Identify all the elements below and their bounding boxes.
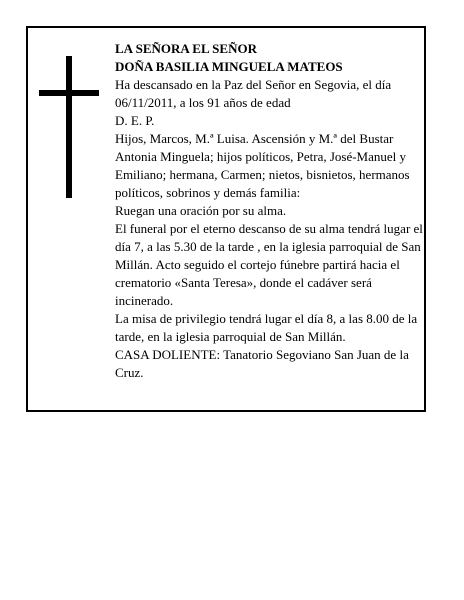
funeral-home: CASA DOLIENTE: Tanatorio Segoviano San Juan de la Cruz. [115,347,409,380]
mass-details: La misa de privilegio tendrá lugar el día 8, a las 8.00 de la tarde, en la iglesia parroquial de San Millán. [115,311,418,344]
dep-abbreviation: D. E. P. [115,113,155,128]
notice-heading-title: LA SEÑORA EL SEÑOR [115,41,257,56]
latin-cross-icon [39,56,99,198]
deceased-name: DOÑA BASILIA MINGUELA MATEOS [115,59,343,74]
obituary-notice [26,26,426,412]
notice-text [115,40,425,382]
death-announcement: Ha descansado en la Paz del Señor en Segovia, el día 06/11/2011, a los 91 años de edad [115,77,392,110]
cross-vertical-bar [66,56,72,198]
prayer-request: Ruegan una oración por su alma. [115,203,287,218]
funeral-details: El funeral por el eterno descanso de su alma tendrá lugar el día 7, a las 5.30 de la tarde , en la iglesia parroquial de San Millán. Acto seguido el cortejo fúnebre partirá hacia el crematorio «Santa Teresa», donde el cadáver será incinerado. [115,221,423,308]
family-members: Hijos, Marcos, M.ª Luisa. Ascensión y M.ª del Bustar Antonia Minguela; hijos políticos, Petra, José-Manuel y Emiliano; hermana, Carmen; nietos, bisnietos, hermanos políticos, sobrinos y demás familia: [115,131,410,200]
cross-horizontal-bar [39,90,99,96]
